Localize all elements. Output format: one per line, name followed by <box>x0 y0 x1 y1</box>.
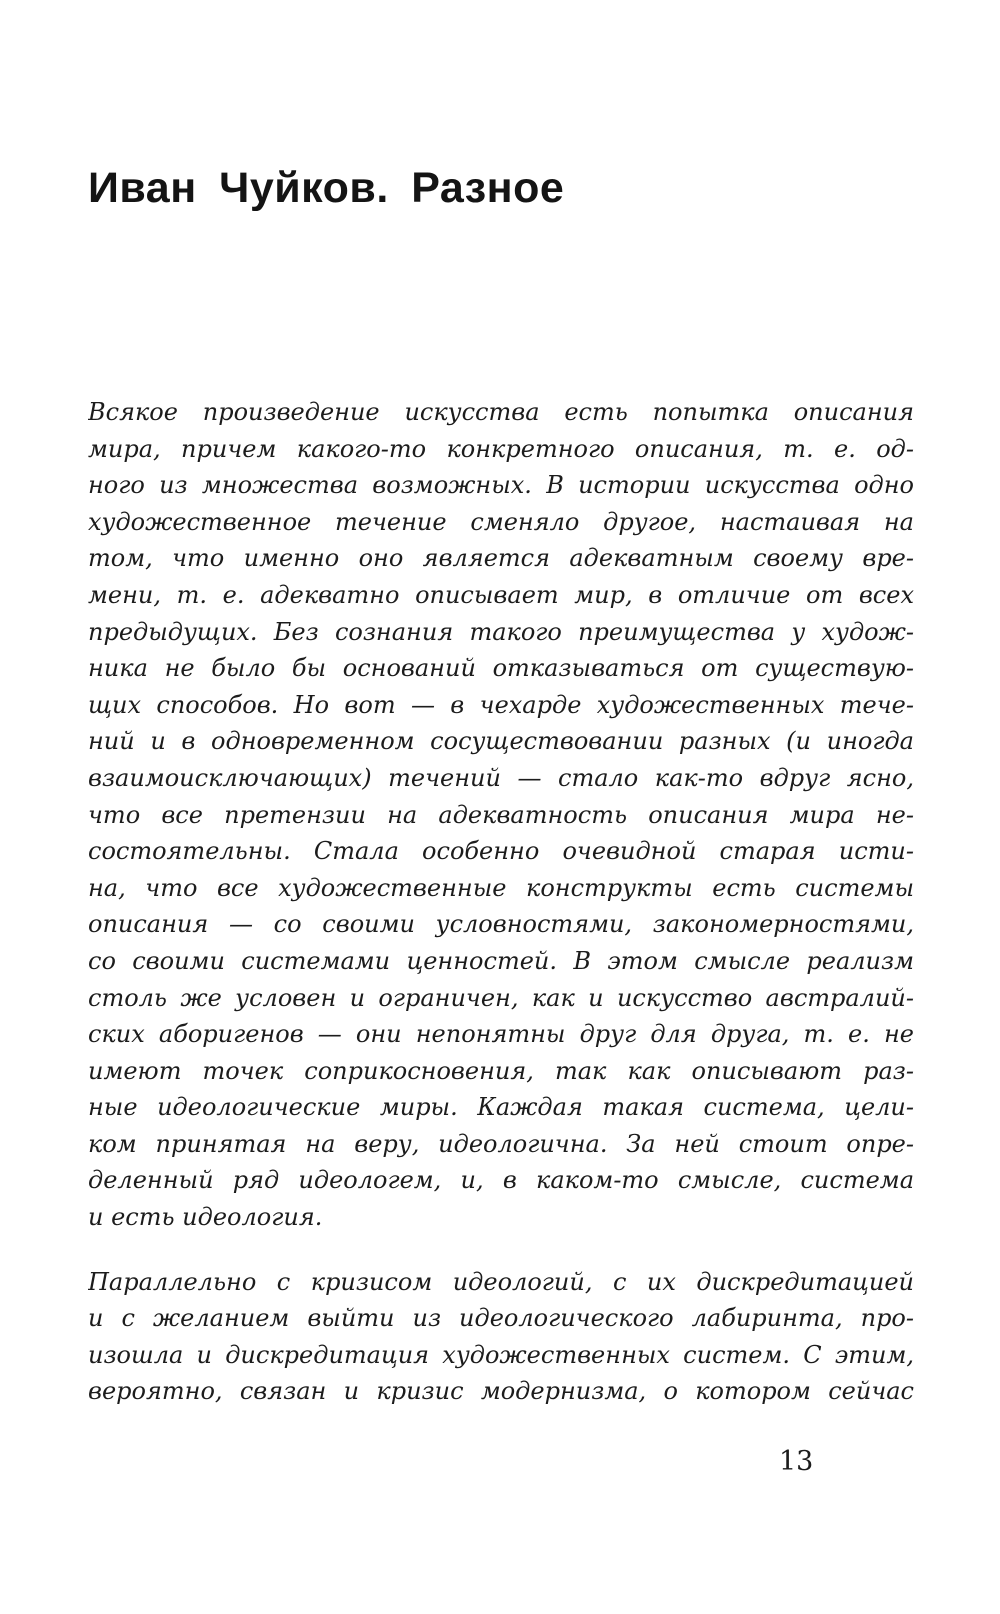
text-line: на, что все художественные конструкты есть системы <box>88 873 914 902</box>
body-text <box>88 394 914 1410</box>
text-line: ника не было бы оснований отказываться от существую- <box>88 654 914 683</box>
text-line: предыдущих. Без сознания такого преимущества у худож- <box>88 617 914 646</box>
text-line: Параллельно с кризисом идеологий, с их дискредитацией <box>88 1267 914 1296</box>
text-line: мени, т. е. адекватно описывает мир, в отличие от всех <box>88 580 914 609</box>
paragraph <box>88 394 914 1236</box>
text-line: ком принятая на веру, идеологична. За ней стоит опре- <box>88 1129 914 1158</box>
text-line: щих способов. Но вот — в чехарде художественных тече- <box>88 690 914 719</box>
text-line: ного из множества возможных. В истории искусства одно <box>88 471 914 500</box>
text-line: том, что именно оно является адекватным своему вре- <box>88 544 914 573</box>
text-line: ний и в одновременном сосуществовании разных (и иногда <box>88 727 914 756</box>
text-line: мира, причем какого-то конкретного описания, т. е. од- <box>88 434 914 463</box>
text-line: ских аборигенов — они непонятны друг для друга, т. е. не <box>88 1020 914 1049</box>
page-title: Иван Чуйков. Разное <box>88 164 565 212</box>
text-line: Всякое произведение искусства есть попытка описания <box>88 398 914 426</box>
text-line: взаимоисключающих) течений — стало как-то вдруг ясно, <box>88 763 914 792</box>
page-number: 13 <box>779 1446 814 1477</box>
text-line: что все претензии на адекватность описания мира не- <box>88 800 914 829</box>
text-line: вероятно, связан и кризис модернизма, о котором сейчас <box>88 1377 914 1406</box>
text-line: художественное течение сменяло другое, настаивая на <box>88 507 914 536</box>
text-line: и с желанием выйти из идеологического лабиринта, про- <box>88 1304 914 1333</box>
text-line: изошла и дискредитация художественных систем. С этим, <box>88 1340 914 1369</box>
paragraph <box>88 1264 914 1410</box>
text-line: состоятельны. Стала особенно очевидной старая исти- <box>88 837 914 866</box>
text-line: деленный ряд идеологем, и, в каком-то смысле, система <box>88 1166 914 1195</box>
text-line: ные идеологические миры. Каждая такая система, цели- <box>88 1093 914 1122</box>
text-line: и есть идеология. <box>88 1203 323 1232</box>
text-line: описания — со своими условностями, закономерностями, <box>88 910 914 939</box>
text-line: имеют точек соприкосновения, так как описывают раз- <box>88 1056 914 1085</box>
text-line: со своими системами ценностей. В этом смысле реализм <box>88 946 914 975</box>
text-line: столь же условен и ограничен, как и искусство австралий- <box>88 983 914 1012</box>
